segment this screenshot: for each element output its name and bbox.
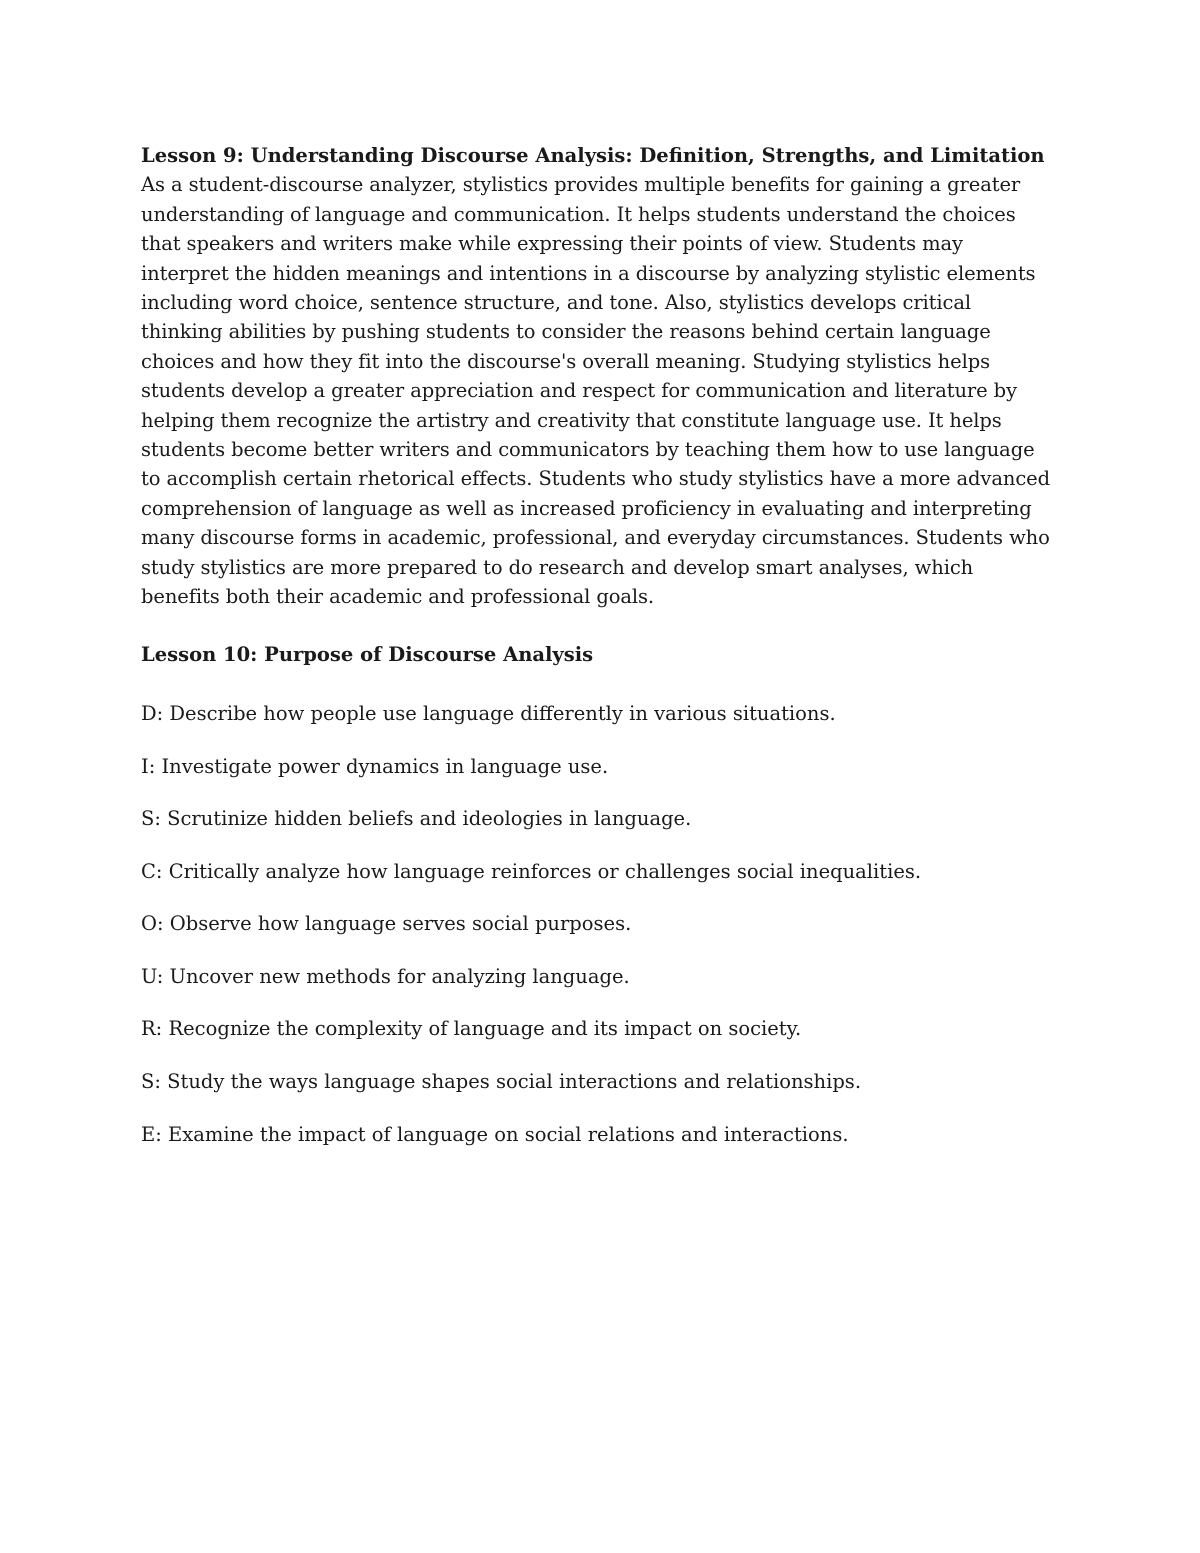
list-item: D: Describe how people use language differently in various situations.	[141, 701, 836, 725]
list-item: S: Study the ways language shapes social interactions and relationships.	[141, 1070, 862, 1094]
list-item: O: Observe how language serves social purposes.	[141, 912, 632, 936]
document-page	[141, 141, 1056, 1172]
list-item: C: Critically analyze how language reinforces or challenges social inequalities.	[141, 859, 922, 883]
lesson-9-paragraph: As a student-discourse analyzer, stylistics provides multiple benefits for gaining a greater understanding of language and communication. It helps students understand the choices that speakers and writers make while expressing their points of view. Students may interpret the hidden meanings and intentions in a discourse by analyzing stylistic elements including word choice, sentence structure, and tone. Also, stylistics develops critical thinking abilities by pushing students to consider the reasons behind certain language choices and how they fit into the discourse's overall meaning. Studying stylistics helps students develop a greater appreciation and respect for communication and literature by helping them recognize the artistry and creativity that constitute language use. It helps students become better writers and communicators by teaching them how to use language to accomplish certain rhetorical effects. Students who study stylistics have a more advanced comprehension of language as well as increased proficiency in evaluating and interpreting many discourse forms in academic, professional, and everyday circumstances. Students who study stylistics are more prepared to do research and develop smart analyses, which benefits both their academic and professional goals.	[141, 173, 1050, 609]
list-item: R: Recognize the complexity of language and its impact on society.	[141, 1017, 802, 1041]
list-item: S: Scrutinize hidden beliefs and ideologies in language.	[141, 807, 692, 831]
list-item: I: Investigate power dynamics in language use.	[141, 754, 609, 778]
purpose-list	[141, 699, 1056, 1149]
list-item: E: Examine the impact of language on social relations and interactions.	[141, 1122, 849, 1146]
lesson-9-heading: Lesson 9: Understanding Discourse Analysis: Definition, Strengths, and Limitation	[141, 144, 1045, 167]
list-item: U: Uncover new methods for analyzing language.	[141, 964, 630, 988]
lesson-10-heading: Lesson 10: Purpose of Discourse Analysis	[141, 642, 594, 666]
